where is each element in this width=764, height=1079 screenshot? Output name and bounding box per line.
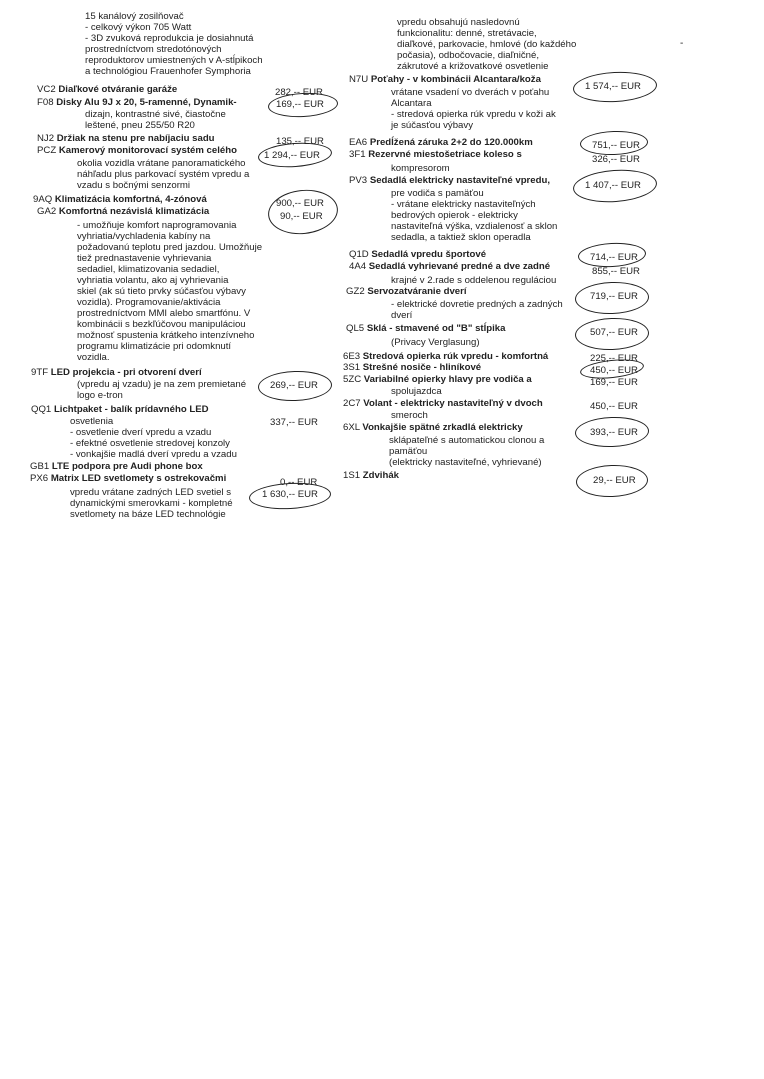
item-price: 135,-- EUR xyxy=(276,136,324,147)
item-price: 393,-- EUR xyxy=(590,427,638,438)
item-desc: vrátane vsadení vo dverách v poťahu xyxy=(391,87,550,98)
item-code: QL5 xyxy=(346,323,365,334)
item-row xyxy=(343,398,543,409)
item-code: GA2 xyxy=(37,206,57,217)
item-row xyxy=(343,362,481,373)
item-desc: leštené, pneu 255/50 R20 xyxy=(85,120,195,131)
item-desc: - stredová opierka rúk vpredu v koži ak xyxy=(391,109,556,120)
stray-pen-mark: - xyxy=(680,38,684,49)
item-price: 450,-- EUR xyxy=(590,401,638,412)
item-code: 6E3 xyxy=(343,351,361,362)
item-desc: okolia vozidla vrátane panoramatického xyxy=(77,158,246,169)
item-price: 507,-- EUR xyxy=(590,327,638,338)
item-desc: kompresorom xyxy=(391,163,450,174)
item-desc: - vonkajšie madlá dverí vpredu a vzadu xyxy=(70,449,237,460)
item-title: Diaľkové otváranie garáže xyxy=(58,84,178,95)
item-title: Sklá - stmavené od "B" stĺpika xyxy=(366,323,506,334)
item-row xyxy=(343,374,532,385)
item-desc: sedadiel, klimatizovania sedadiel, xyxy=(77,264,220,275)
item-desc: dynamickými smerovkami - kompletné xyxy=(70,498,233,509)
item-row xyxy=(37,84,177,95)
item-price: 1 294,-- EUR xyxy=(264,150,320,161)
item-title: Servozatváranie dverí xyxy=(367,286,467,297)
item-row xyxy=(346,286,467,297)
item-title: Variabilné opierky hlavy pre vodiča a xyxy=(363,374,532,385)
item-price: 1 630,-- EUR xyxy=(262,489,318,500)
item-title: Matrix LED svetlomety s ostrekovačmi xyxy=(50,473,227,484)
item-code: 6XL xyxy=(343,422,360,433)
intro-line: vpredu obsahujú nasledovnú xyxy=(397,17,520,28)
item-title: Predĺžená záruka 2+2 do 120.000km xyxy=(369,137,533,148)
item-row xyxy=(37,145,237,156)
item-desc: osvetlenia xyxy=(70,416,114,427)
item-price: 269,-- EUR xyxy=(270,380,318,391)
hand-circle xyxy=(580,130,649,156)
item-row xyxy=(33,194,207,205)
item-title: Zdvihák xyxy=(362,470,400,481)
item-desc: vozidla. xyxy=(77,352,110,363)
hand-circle xyxy=(572,70,657,104)
intro-line: a technológiou Frauenhofer Symphoria xyxy=(85,66,251,77)
item-desc: - vrátane elektricky nastaviteľných xyxy=(391,199,536,210)
item-row xyxy=(349,249,486,260)
item-desc: - elektrické dovretie predných a zadných xyxy=(391,299,563,310)
item-price: 326,-- EUR xyxy=(592,154,640,165)
item-code: 3F1 xyxy=(349,149,366,160)
item-price: 1 574,-- EUR xyxy=(585,81,641,92)
hand-circle xyxy=(575,464,648,498)
item-price: 90,-- EUR xyxy=(280,211,323,222)
hand-circle xyxy=(574,416,649,449)
item-desc: sedadla, a taktiež sklon operadla xyxy=(391,232,531,243)
item-desc: (vpredu aj vzadu) je na zem premietané xyxy=(77,379,247,390)
item-row xyxy=(349,149,522,160)
item-price: 0,-- EUR xyxy=(280,477,318,488)
item-row xyxy=(349,261,550,272)
item-code: VC2 xyxy=(37,84,56,95)
item-row xyxy=(349,175,550,186)
item-code: F08 xyxy=(37,97,54,108)
item-title: Vonkajšie spätné zrkadlá elektricky xyxy=(362,422,523,433)
item-row xyxy=(343,422,523,433)
intro-line: funkcionalitu: denné, stretávacie, xyxy=(397,28,537,39)
item-desc: prostredníctvom MMI alebo smartfónu. V xyxy=(77,308,251,319)
item-desc: nastaviteľná výška, vzdialenosť a sklon xyxy=(391,221,558,232)
item-desc: (Privacy Verglasung) xyxy=(391,337,480,348)
item-desc: dverí xyxy=(391,310,413,321)
item-desc: tiež prednastavenie vyhrievania xyxy=(77,253,212,264)
item-desc: požadovanú teplotu pred jazdou. Umožňuje xyxy=(77,242,263,253)
hand-circle xyxy=(572,167,658,205)
item-price: 169,-- EUR xyxy=(590,377,638,388)
item-title: Stredová opierka rúk vpredu - komfortná xyxy=(362,351,549,362)
item-title: Lichtpaket - balík prídavného LED xyxy=(53,404,209,415)
item-desc: náhľadu plus parkovací systém vpredu a xyxy=(77,169,250,180)
item-code: GZ2 xyxy=(346,286,365,297)
item-desc: spolujazdca xyxy=(391,386,442,397)
item-desc: Alcantara xyxy=(391,98,432,109)
item-desc: pre vodiča s pamäťou xyxy=(391,188,484,199)
item-row xyxy=(349,74,541,85)
item-code: 3S1 xyxy=(343,362,361,373)
item-code: 9AQ xyxy=(33,194,53,205)
intro-line: - celkový výkon 705 Watt xyxy=(85,22,192,33)
intro-line: zákrutové a križovatkové osvetlenie xyxy=(397,61,549,72)
item-desc: vyhriatia/vychladenia kabíny na xyxy=(77,231,211,242)
item-desc: je súčasťou výbavy xyxy=(391,120,473,131)
item-code: 4A4 xyxy=(349,261,367,272)
item-desc: logo e-tron xyxy=(77,390,123,401)
item-row xyxy=(343,351,548,362)
item-price: 169,-- EUR xyxy=(276,99,324,110)
item-title: Volant - elektricky nastaviteľný v dvoch xyxy=(363,398,543,409)
item-price: 29,-- EUR xyxy=(593,475,636,486)
item-code: GB1 xyxy=(30,461,50,472)
item-desc: vozidla). Programovanie/aktivácia xyxy=(77,297,221,308)
item-code: QQ1 xyxy=(31,404,52,415)
item-title: Sedadlá elektricky nastaviteľné vpredu, xyxy=(369,175,551,186)
item-title: Disky Alu 9J x 20, 5-ramenné, Dynamik- xyxy=(56,97,237,108)
intro-line: - 3D zvuková reprodukcia je dosiahnutá xyxy=(85,33,254,44)
item-price: 855,-- EUR xyxy=(592,266,640,277)
intro-line: 15 kanálový zosilňovač xyxy=(85,11,184,22)
intro-line: diaľkové, parkovacie, hmlové (do každého xyxy=(397,39,577,50)
item-code: EA6 xyxy=(349,137,368,148)
item-code: Q1D xyxy=(349,249,369,260)
hand-circle xyxy=(257,370,332,403)
item-desc: bedrových opierok - elektricky xyxy=(391,210,518,221)
intro-line: prostredníctvom stredotónových xyxy=(85,44,222,55)
item-desc: vyhriatia volantu, ako aj vyhrievania xyxy=(77,275,229,286)
hand-circle xyxy=(257,140,332,169)
item-desc: - efektné osvetlenie stredovej konzoly xyxy=(70,438,230,449)
item-desc: vpredu vrátane zadných LED svetiel s xyxy=(70,487,232,498)
item-title: LTE podpora pre Audi phone box xyxy=(51,461,203,472)
item-code: PV3 xyxy=(349,175,368,186)
item-desc: - osvetlenie dverí vpredu a vzadu xyxy=(70,427,212,438)
item-price: 225,-- EUR xyxy=(590,353,638,364)
item-desc: vzadu s bočnými senzormi xyxy=(77,180,191,191)
item-price: 751,-- EUR xyxy=(592,140,640,151)
item-row xyxy=(37,97,237,108)
item-row xyxy=(37,133,215,144)
item-row xyxy=(343,470,399,481)
item-title: Poťahy - v kombinácii Alcantara/koža xyxy=(370,74,541,85)
item-row xyxy=(349,137,533,148)
item-desc: kombinácii s bezkľúčovou manipuláciou xyxy=(77,319,246,330)
item-title: Rezervné miestošetriace koleso s xyxy=(368,149,522,160)
item-desc: krajné v 2.rade s oddelenou reguláciou xyxy=(391,275,557,286)
item-desc: programu klimatizácie pri odomknutí xyxy=(77,341,232,352)
item-price: 900,-- EUR xyxy=(276,198,324,209)
item-title: Sedadlá vpredu športové xyxy=(371,249,487,260)
item-price: 1 407,-- EUR xyxy=(585,180,641,191)
hand-circle xyxy=(574,317,649,352)
item-title: Strešné nosiče - hliníkové xyxy=(362,362,482,373)
item-row xyxy=(30,461,203,472)
item-desc: dizajn, kontrastné sivé, čiastočne xyxy=(85,109,226,120)
item-row xyxy=(30,473,226,484)
item-code: 2C7 xyxy=(343,398,361,409)
item-desc: (elektricky nastaviteľné, vyhrievané) xyxy=(389,457,542,468)
item-price: 450,-- EUR xyxy=(590,365,638,376)
item-title: Sedadlá vyhrievané predné a dve zadné xyxy=(368,261,551,272)
item-row xyxy=(31,367,202,378)
intro-line: reproduktorov umiestnených v A-stĺpikoch xyxy=(85,55,263,66)
item-desc: sklápateľné s automatickou clonou a xyxy=(389,435,545,446)
item-title: Držiak na stenu pre nabíjaciu sadu xyxy=(56,133,215,144)
item-code: PX6 xyxy=(30,473,49,484)
item-desc: možnosť spustenia krátkeho intenzívneho xyxy=(77,330,255,341)
intro-line: počasia), odbočovacie, diaľničné, xyxy=(397,50,539,61)
item-code: 1S1 xyxy=(343,470,361,481)
item-price: 337,-- EUR xyxy=(270,417,318,428)
hand-circle xyxy=(248,481,331,511)
item-desc: skiel (ak sú tieto prvky súčasťou výbavy xyxy=(77,286,246,297)
item-row xyxy=(37,206,209,217)
item-code: NJ2 xyxy=(37,133,55,144)
item-code: PCZ xyxy=(37,145,57,156)
item-price: 719,-- EUR xyxy=(590,291,638,302)
hand-circle xyxy=(574,281,649,316)
item-price: 714,-- EUR xyxy=(590,252,638,263)
item-title: LED projekcia - pri otvorení dverí xyxy=(50,367,202,378)
item-title: Klimatizácia komfortná, 4-zónová xyxy=(54,194,207,205)
item-code: N7U xyxy=(349,74,369,85)
item-title: Komfortná nezávislá klimatizácia xyxy=(58,206,210,217)
item-title: Kamerový monitorovací systém celého xyxy=(58,145,237,156)
item-code: 9TF xyxy=(31,367,49,378)
item-row xyxy=(31,404,209,415)
item-price: 282,-- EUR xyxy=(275,87,323,98)
item-desc: - umožňuje komfort naprogramovania xyxy=(77,220,237,231)
item-row xyxy=(346,323,505,334)
item-code: 5ZC xyxy=(343,374,362,385)
hand-circle xyxy=(577,241,646,269)
item-desc: svetlomety na báze LED technológie xyxy=(70,509,226,520)
item-desc: smeroch xyxy=(391,410,428,421)
item-desc: pamäťou xyxy=(389,446,428,457)
